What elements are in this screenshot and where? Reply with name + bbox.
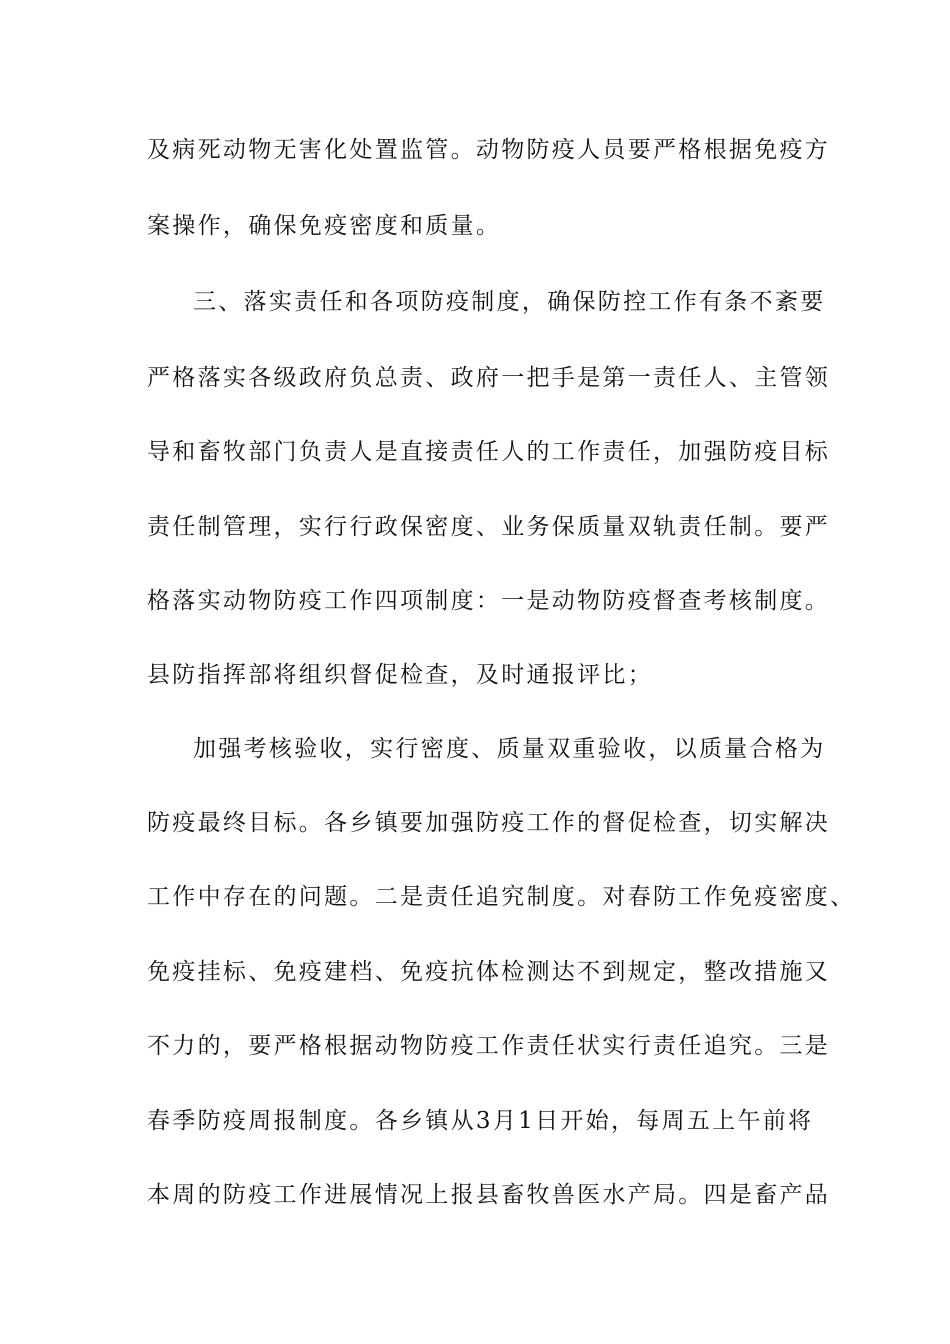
text-line: 导和畜牧部门负责人是直接责任人的工作责任，加强防疫目标 <box>147 439 831 465</box>
text-line: 及病死动物无害化处置监管。动物防疫人员要严格根据免疫方 <box>147 137 831 163</box>
text-line: 格落实动物防疫工作四项制度：一是动物防疫督查考核制度。 <box>147 588 831 614</box>
text-line: 案操作，确保免疫密度和质量。 <box>147 213 502 239</box>
paragraph-start-line: 三、落实责任和各项防疫制度，确保防控工作有条不紊要 <box>193 289 826 315</box>
paragraph-start-line: 加强考核验收，实行密度、质量双重验收，以质量合格为 <box>193 736 826 762</box>
text-line: 不力的，要严格根据动物防疫工作责任状实行责任追究。三是 <box>147 1033 831 1059</box>
text-line: 县防指挥部将组织督促检查，及时通报评比； <box>147 662 653 688</box>
text-line: 严格落实各级政府负总责、政府一把手是第一责任人、主管领 <box>147 365 831 391</box>
text-line: 免疫挂标、免疫建档、免疫抗体检测达不到规定，整改措施又 <box>147 959 831 985</box>
text-line: 春季防疫周报制度。各乡镇从3月1日开始，每周五上午前将 <box>147 1108 814 1134</box>
text-line: 工作中存在的问题。二是责任追究制度。对春防工作免疫密度、 <box>147 884 856 910</box>
text-line: 本周的防疫工作进展情况上报县畜牧兽医水产局。四是畜产品 <box>147 1182 831 1208</box>
text-line: 防疫最终目标。各乡镇要加强防疫工作的督促检查，切实解决 <box>147 810 831 836</box>
text-line: 责任制管理，实行行政保密度、业务保质量双轨责任制。要严 <box>147 514 831 540</box>
